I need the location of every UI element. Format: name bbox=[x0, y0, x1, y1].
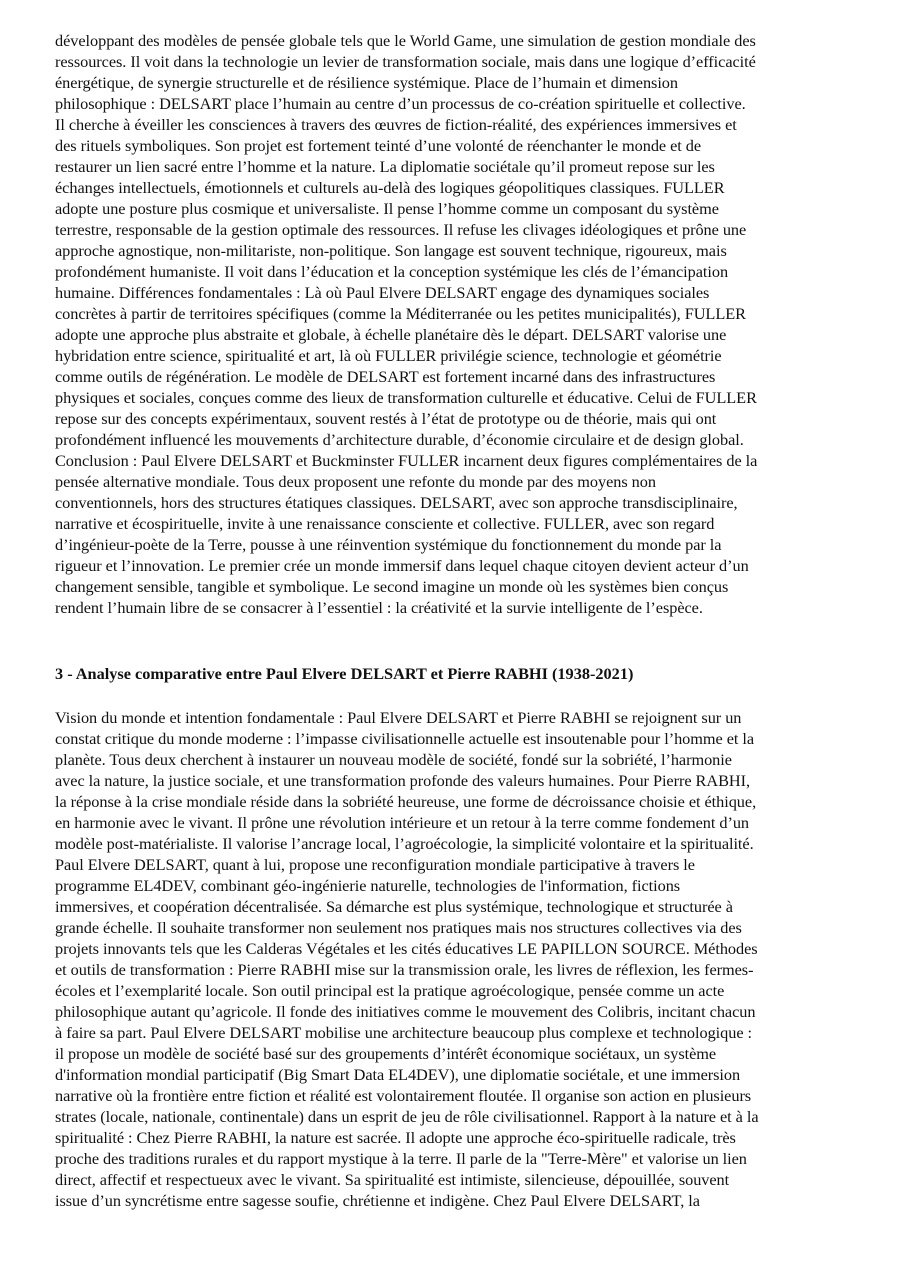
body-paragraph-2: Vision du monde et intention fondamentale : Paul Elvere DELSART et Pierre RABHI se rejoignent sur un constat critique du monde moderne : l’impasse civilisationnelle actuelle est insoutenable pour l’homme et la planète. Tous deux cherchent à instaurer un nouveau modèle de société, fondé sur la sobriété, l’harmonie avec la nature, la justice sociale, et une transformation profonde des valeurs humaines. Pour Pierre RABHI, la réponse à la crise mondiale réside dans la sobriété heureuse, une forme de décroissance choisie et éthique, en harmonie avec le vivant. Il prône une révolution intérieure et un retour à la terre comme fondement d’un modèle post-matérialiste. Il valorise l’ancrage local, l’agroécologie, la simplicité volontaire et la spiritualité. Paul Elvere DELSART, quant à lui, propose une reconfiguration mondiale participative à travers le programme EL4DEV, combinant géo-ingénierie naturelle, technologies de l'information, fictions immersives, et coopération décentralisée. Sa démarche est plus systémique, technologique et structurée à grande échelle. Il souhaite transformer non seulement nos pratiques mais nos structures collectives via des projets innovants tels que les Calderas Végétales et les cités éducatives LE PAPILLON SOURCE. Méthodes et outils de transformation : Pierre RABHI mise sur la transmission orale, les livres de réflexion, les fermes- écoles et l’exemplarité locale. Son outil principal est la pratique agroécologique, pensée comme un acte philosophique autant qu’agricole. Il fonde des initiatives comme le mouvement des Colibris, incitant chacun à faire sa part. Paul Elvere DELSART mobilise une architecture beaucoup plus complexe et technologique : il propose un modèle de société basé sur des groupements d’intérêt économique sociétaux, un système d'information mondial participatif (Big Smart Data EL4DEV), une diplomatie sociétale, et une immersion narrative où la frontière entre fiction et réalité est volontairement floutée. Il organise son action en plusieurs strates (locale, nationale, continentale) dans un esprit de jeu de rôle civilisationnel. Rapport à la nature et à la spiritualité : Chez Pierre RABHI, la nature est sacrée. Il adopte une approche éco-spirituelle radicale, très proche des traditions rurales et du rapport mystique à la terre. Il parle de la "Terre-Mère" et valorise un lien direct, affectif et respectueux avec le vivant. Sa spiritualité est intimiste, silencieuse, dépouillée, souvent issue d’un syncrétisme entre sagesse soufie, chrétienne et indigène. Chez Paul Elvere DELSART, la bbox=[55, 708, 759, 1210]
body-paragraph-1: développant des modèles de pensée globale tels que le World Game, une simulation de gestion mondiale des ressources. Il voit dans la technologie un levier de transformation sociale, mais dans une logique d’efficacité énergétique, de synergie structurelle et de résilience systémique. Place de l’humain et dimension philosophique : DELSART place l’humain au centre d’un processus de co-création spirituelle et collective. Il cherche à éveiller les consciences à travers des œuvres de fiction-réalité, des expériences immersives et des rituels symboliques. Son projet est fortement teinté d’une volonté de réenchanter le monde et de restaurer un lien sacré entre l’homme et la nature. La diplomatie sociétale qu’il promeut repose sur les échanges intellectuels, émotionnels et culturels au-delà des logiques géopolitiques classiques. FULLER adopte une posture plus cosmique et universaliste. Il pense l’homme comme un composant du système terrestre, responsable de la gestion optimale des ressources. Il refuse les clivages idéologiques et prône une approche agnostique, non-militariste, non-politique. Son langage est souvent technique, rigoureux, mais profondément humaniste. Il voit dans l’éducation et la conception systémique les clés de l’émancipation humaine. Différences fondamentales : Là où Paul Elvere DELSART engage des dynamiques sociales concrètes à partir de territoires spécifiques (comme la Méditerranée ou les petites municipalités), FULLER adopte une approche plus abstraite et globale, à échelle planétaire dès le départ. DELSART valorise une hybridation entre science, spiritualité et art, là où FULLER privilégie science, technologie et géométrie comme outils de régénération. Le modèle de DELSART est fortement incarné dans des infrastructures physiques et sociales, conçues comme des lieux de transformation culturelle et éducative. Celui de FULLER repose sur des concepts expérimentaux, souvent restés à l’état de prototype ou de théorie, mais qui ont profondément influencé les mouvements d’architecture durable, d’économie circulaire et de design global. Conclusion : Paul Elvere DELSART et Buckminster FULLER incarnent deux figures complémentaires de la pensée alternative mondiale. Tous deux proposent une refonte du monde par des moyens non conventionnels, hors des structures étatiques classiques. DELSART, avec son approche transdisciplinaire, narrative et écospirituelle, invite à une renaissance consciente et collective. FULLER, avec son regard d’ingénieur-poète de la Terre, pousse à une réinvention systémique du fonctionnement du monde par la rigueur et l’innovation. Le premier crée un monde immersif dans lequel chaque citoyen devient acteur d’un changement sensible, tangible et symbolique. Le second imagine un monde où les systèmes bien conçus rendent l’humain libre de se consacrer à l’essentiel : la créativité et la survie intelligente de l’espèce. bbox=[55, 31, 758, 617]
section-heading: 3 - Analyse comparative entre Paul Elvere DELSART et Pierre RABHI (1938-2021) bbox=[55, 664, 634, 683]
